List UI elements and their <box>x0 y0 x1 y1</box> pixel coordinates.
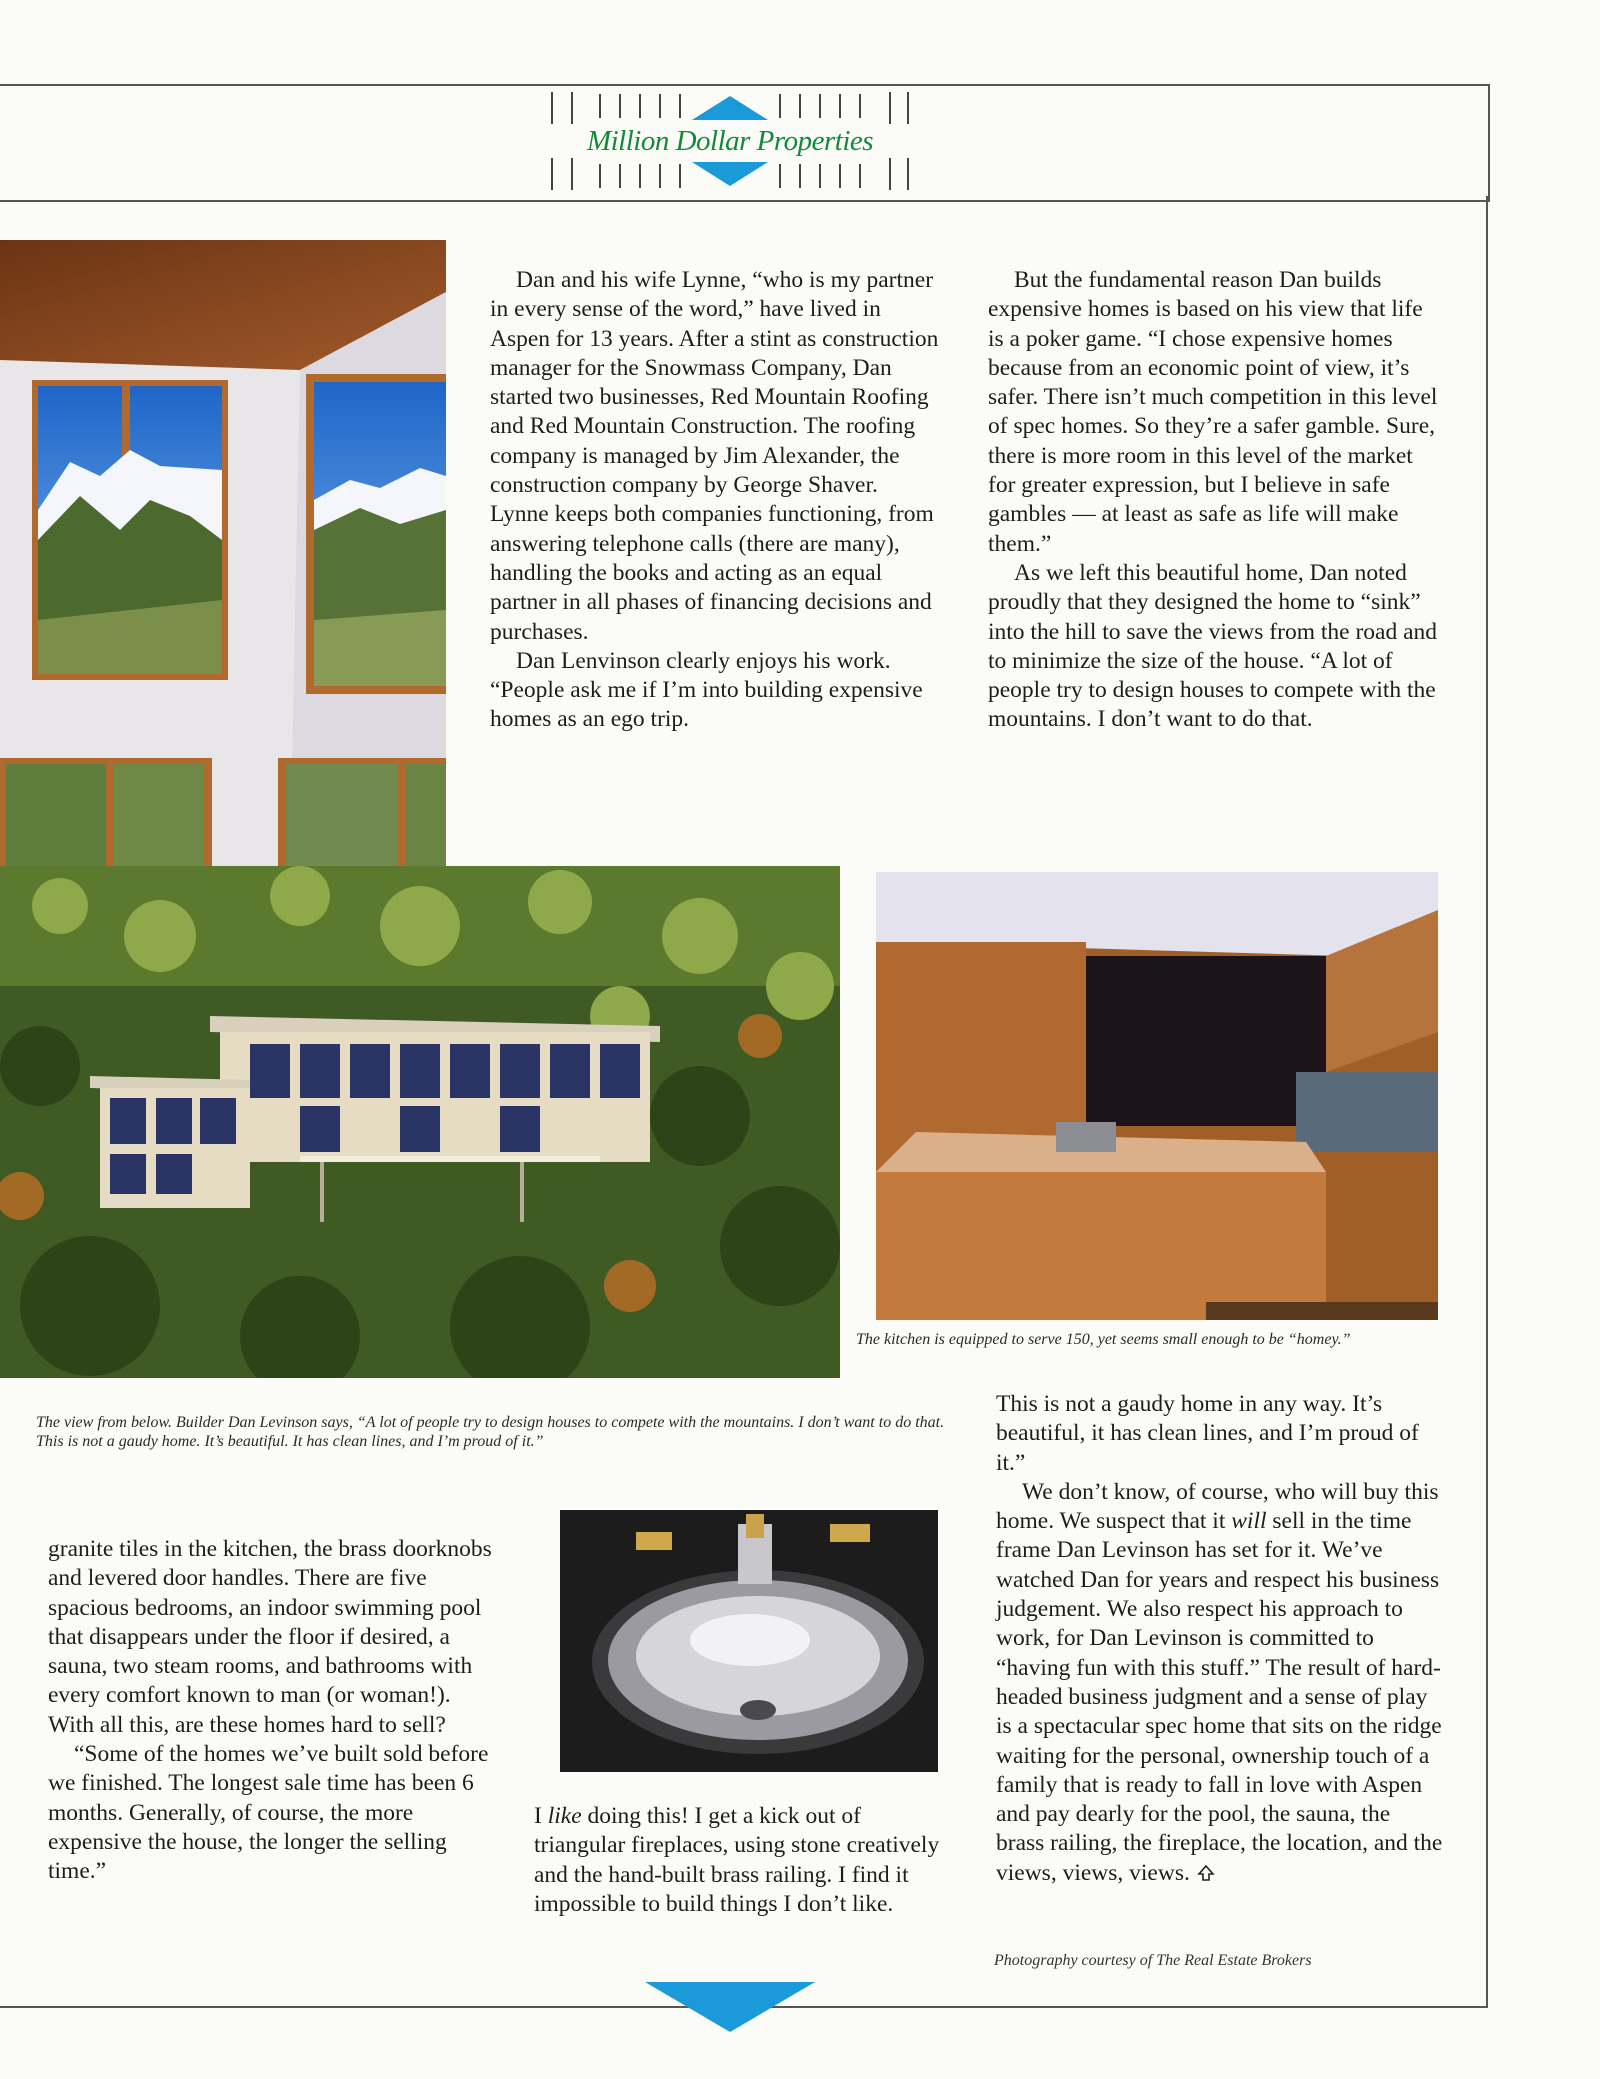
right-rule <box>1486 196 1488 2008</box>
article-paragraph: “Some of the homes we’ve built sold before we finished. The longest sale time has been 6 months. Generally, of course, the more expensive the house, the longer the selling time.” <box>48 1741 489 1885</box>
article-column-bottom-left <box>48 1535 498 1887</box>
photo-credit: Photography courtesy of The Real Estate Brokers <box>994 1952 1312 1969</box>
article-column-bottom-middle <box>534 1802 954 1919</box>
sink-photo <box>560 1510 938 1772</box>
article-paragraph: Dan and his wife Lynne, “who is my partner in every sense of the word,” have lived in Aspen for 13 years. After a stint as construction manager for the Snowmass Company, Dan started two businesses, Red Mountain Roofing and Red Mountain Construction. The roofing company is managed by Jim Alexander, the construction company by George Shaver. Lynne keeps both companies functioning, from answering telephone calls (there are many), handling the books and acting as an equal partner in all phases of financing decisions and purchases. <box>490 267 939 645</box>
house-exterior-photo <box>0 866 840 1378</box>
next-page-arrow-icon <box>645 1982 815 2032</box>
emphasis: like <box>547 1803 582 1829</box>
article-paragraph: We don’t know, of course, who will buy this home. We suspect that it will sell in the time frame Dan Levinson has set for it. We’ve watched Dan for years and respect his business judgement. We also respect his approach to work, for Dan Levinson is committed to “having fun with this stuff.” The result of hard-headed business judgment and a sense of play is a spectacular spec home that sits on the ridge waiting for the personal, ownership touch of a family that is ready to fall in love with Aspen and pay dearly for the pool, the sauna, the brass railing, the fireplace, the location, and the views, views, views. <box>996 1478 1443 1886</box>
article-paragraph: As we left this beautiful home, Dan noted proudly that they designed the home to “sink” into the hill to save the views from the road and to minimize the size of the house. “A lot of people try to design houses to compete with the mountains. I don’t want to do that. <box>988 559 1438 733</box>
section-title: Million Dollar Properties <box>550 124 910 158</box>
house-caption: The view from below. Builder Dan Levinson says, “A lot of people try to design houses to compete with the mountains. I don’t want to do that. This is not a gaudy home. It’s beautiful. It has clean lines, and I’m proud of it.” <box>36 1414 945 1450</box>
section-logo <box>550 88 910 194</box>
article-paragraph: I like doing this! I get a kick out of triangular fireplaces, using stone creatively and the hand-built brass railing. I find it impossible to build things I don’t like. <box>534 1803 940 1917</box>
article-paragraph: But the fundamental reason Dan builds expensive homes is based on his view that life is a poker game. “I chose expensive homes because from an economic point of view, it’s safer. There isn’t much competition in this level of spec homes. So they’re a safer gamble. Sure, there is more room in this level of the market for greater expression, but I believe in safe gambles — at least as safe as life will make them.” <box>988 267 1438 557</box>
emphasis: will <box>1231 1508 1267 1535</box>
article-column-bottom-right <box>996 1390 1444 1888</box>
end-mark-icon <box>1196 1864 1216 1882</box>
kitchen-caption: The kitchen is equipped to serve 150, yet seems small enough to be “homey.” <box>856 1331 1351 1348</box>
article-column-top-middle <box>490 266 942 735</box>
article-paragraph: This is not a gaudy home in any way. It’s beautiful, it has clean lines, and I’m proud of it.” <box>996 1391 1419 1476</box>
article-paragraph: granite tiles in the kitchen, the brass doorknobs and levered door handles. There are five spacious bedrooms, an indoor swimming pool that disappears under the floor if desired, a sauna, two steam rooms, and bathrooms with every comfort known to man (or woman!). With all this, are these homes hard to sell? <box>48 1536 492 1738</box>
article-column-top-right <box>988 266 1444 735</box>
interior-window-photo <box>0 240 446 866</box>
article-paragraph: Dan Lenvinson clearly enjoys his work. “People ask me if I’m into building expensive homes as an ego trip. <box>490 647 923 733</box>
kitchen-photo <box>876 872 1438 1320</box>
